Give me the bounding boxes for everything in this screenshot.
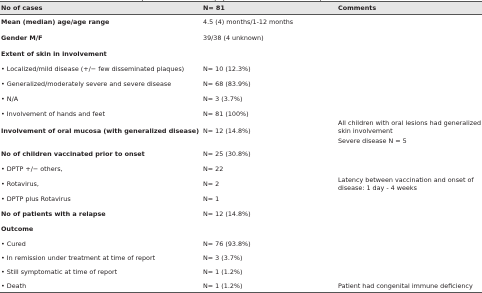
row-label-still-symptomatic: • Still symptomatic at time of report: [1, 268, 118, 276]
header-no-of-cases: No of cases: [1, 4, 43, 12]
row-label-rotavirus: • Rotavirus,: [1, 180, 39, 188]
row-value-hands-feet: N= 81 (100%): [203, 110, 249, 118]
row-value-generalized: N= 68 (83.9%): [203, 80, 251, 88]
row-label-vaccinated: No of children vaccinated prior to onset: [1, 150, 145, 158]
row-value-cured: N= 76 (93.8%): [203, 240, 251, 248]
table-header-background: [0, 1, 482, 14]
row-value-death: N= 1 (1.2%): [203, 282, 243, 290]
row-value-na: N= 3 (3.7%): [203, 95, 243, 103]
row-label-age: Mean (median) age/age range: [1, 18, 110, 26]
row-label-death: • Death: [1, 282, 27, 290]
row-label-dptp-rotavirus: • DPTP plus Rotavirus: [1, 195, 71, 203]
row-comment-death: Patient had congenital immune deficiency: [338, 282, 473, 290]
comment-vaccination-latency: Latency between vaccination and onset of disease: 1 day - 4 weeks: [338, 176, 474, 192]
row-value-vaccinated: N= 25 (30.8%): [203, 150, 251, 158]
row-value-localized: N= 10 (12.3%): [203, 65, 251, 73]
row-value-dptp-rotavirus: N= 1: [203, 195, 220, 203]
row-value-age: 4.5 (4) months/1-12 months: [203, 18, 294, 26]
row-label-hands-feet: • Involvement of hands and feet: [1, 110, 105, 118]
row-label-generalized: • Generalized/moderately severe and severe disease: [1, 80, 172, 88]
row-value-relapse: N= 12 (14.8%): [203, 210, 251, 218]
row-label-oral-mucosa: Involvement of oral mucosa (with generalized disease): [1, 127, 200, 135]
row-label-dptp: • DPTP +/− others,: [1, 165, 63, 173]
row-label-outcome: Outcome: [1, 225, 34, 233]
row-value-rotavirus: N= 2: [203, 180, 220, 188]
row-value-remission: N= 3 (3.7%): [203, 254, 243, 262]
row-label-cured: • Cured: [1, 240, 26, 248]
row-label-remission: • In remission under treatment at time of report: [1, 254, 156, 262]
comment-oral-lesions: All children with oral lesions had generalized skin involvement: [338, 119, 482, 135]
table-top-rule: [0, 1, 482, 2]
row-value-dptp: N= 22: [203, 165, 224, 173]
row-label-relapse: No of patients with a relapse: [1, 210, 106, 218]
row-label-localized: • Localized/mild disease (+/− few disseminated plaques): [1, 65, 185, 73]
header-n: N= 81: [203, 4, 225, 12]
comment-severe-disease: Severe disease N = 5: [338, 137, 407, 145]
row-label-gender: Gender M/F: [1, 34, 43, 42]
row-label-na: • N/A: [1, 95, 19, 103]
row-value-still-symptomatic: N= 1 (1.2%): [203, 268, 243, 276]
header-comments: Comments: [338, 4, 377, 12]
row-value-oral-mucosa: N= 12 (14.8%): [203, 127, 251, 135]
row-value-gender: 39/38 (4 unknown): [203, 34, 264, 42]
table-header-rule: [0, 14, 482, 15]
row-label-skin-involvement: Extent of skin in involvement: [1, 50, 107, 58]
